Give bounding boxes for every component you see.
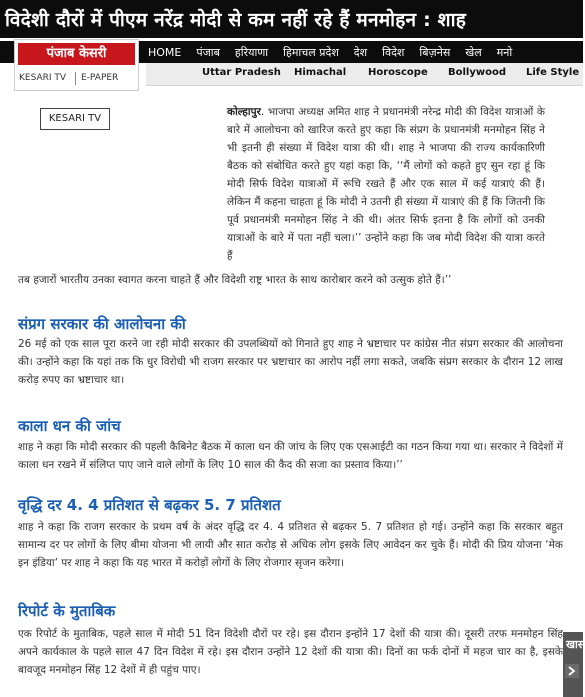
headline-bar	[0, 0, 583, 38]
sub-nav	[146, 63, 583, 86]
subnav-himachal[interactable]: Himachal	[294, 67, 347, 78]
logo[interactable]	[14, 39, 139, 91]
section-body: एक रिपोर्ट के मुताबिक, पहले साल में मोदी 51 दिन विदेशी दौरों पर रहे। इस दौरान इन्होंने 17 देशों की यात्रा की। दूसरी तरफ मनमोहन सिंह अपने कार्यकाल के पहले साल 47 दिन विदेश में रहे। इस दौरान उन्होंने 12 देशों की यात्रा की। दिनों का फर्क दोनों में महज चार का है, इसके बावजूद मनमोहन सिंह 12 देशों में ही पहुंच पाए।	[18, 628, 563, 676]
chevron-icon[interactable]	[565, 664, 579, 678]
subnav-horoscope[interactable]: Horoscope	[368, 67, 428, 78]
nav-business[interactable]: बिज़नेस	[419, 45, 451, 59]
nav-mano[interactable]: मनो	[496, 45, 513, 59]
nav-items	[148, 41, 527, 63]
section-heading: रिपोर्ट के मुताबिक	[18, 602, 116, 620]
nav-haryana[interactable]: हरियाणा	[234, 45, 269, 59]
subnav-bollywood[interactable]: Bollywood	[448, 67, 507, 78]
nav-videsh[interactable]: विदेश	[382, 45, 405, 59]
section-body: शाह ने कहा कि मोदी सरकार की पहली कैबिनेट बैठक में काला धन की जांच के लिए एक एसआईटी का गठन किया गया था। सरकार ने विदेशों में काला धन रखने में संलिप्त पाए जाने वाले लोगों के लिए 10 साल की कैद की सजा का प्रस्ताव किया।’’	[18, 441, 563, 471]
subnav-uttar-pradesh[interactable]: Uttar Pradesh	[202, 67, 281, 78]
divider	[75, 72, 76, 85]
lead-text: . भाजपा अध्यक्ष अमित शाह ने प्रधानमंत्री नरेन्द्र मोदी की विदेश यात्राओं के बारे में आलोचना को खारिज करते हुए कहा कि संप्रग के प्रधानमंत्री मनमोहन सिंह ने भी इतनी ही संख्या में विदेश यात्रा की थी। शाह ने भाजपा की राज्य कार्यकारिणी बैठक को संबोधित करते हुए यहां कहा कि, ‘‘मैं लोगों को कहते हुए सुन रहा हूं कि मोदी सिर्फ विदेश यात्राओं में रूचि रखते हैं और एक साल में कई यात्राएं की हैं। लेकिन मैं कहना चाहता हूं कि मोदी ने उतनी ही संख्या में यात्राएं की हैं कि जितनी कि पूर्व प्रधानमंत्री मनमोहन सिंह ने की थी। अंतर सिर्फ इतना है कि लोगों को उनकी यात्राओं के बारे में पता नहीं चला।’’ उन्होंने कहा कि जब मोदी विदेश की यात्रा करते हैं	[227, 106, 545, 262]
section-heading: संप्रग सरकार की आलोचना की	[18, 315, 186, 333]
headline: विदेशी दौरों में पीएम नरेंद्र मोदी से कम नहीं रहे हैं मनमोहन : शाह	[5, 9, 467, 31]
section-heading: वृद्धि दर 4. 4 प्रतिशत से बढ़कर 5. 7 प्रतिशत	[18, 496, 281, 514]
article-lead	[227, 103, 545, 265]
logo-links	[15, 70, 138, 88]
logo-link-tv[interactable]: KESARI TV	[19, 73, 67, 83]
logo-title: पंजाब केसरी	[18, 43, 135, 65]
section-body: शाह ने कहा कि राजग सरकार के प्रथम वर्ष के अंदर वृद्धि दर 4. 4 प्रतिशत से बढ़कर 5. 7 प्रतिशत हो गई। उन्होंने कहा कि सरकार बहुत सामान्य दर पर लोगों के लिए बीमा योजना भी लायी और सात करोड़ से अधिक लोग इसके लिए आवेदन कर चुके हैं। मोदी की प्रिय योजना ‘मेक इन इंडिया’ पर शाह ने कहा कि यह भारत में करोड़ों लोगों के लिए रोजगार सृजन करेगा।	[18, 521, 563, 569]
nav-desh[interactable]: देश	[353, 45, 368, 59]
nav-khel[interactable]: खेल	[465, 45, 482, 59]
subnav-lifestyle[interactable]: Life Style	[526, 67, 580, 78]
nav-himachal[interactable]: हिमाचल प्रदेश	[283, 45, 339, 59]
section-body: 26 मई को एक साल पूरा करने जा रही मोदी सरकार की उपलब्धियों को गिनाते हुए शाह ने भ्रष्टाचार पर कांग्रेस नीत संप्रग सरकार की आलोचना की। उन्होंने कहा कि यहां तक कि धुर विरोधी भी राजग सरकार पर भ्रष्टाचार का आरोप नहीं लगा सकते, जबकि संप्रग सरकार के दौरान 12 लाख करोड़ रुपए का भ्रष्टाचार था।	[18, 338, 563, 386]
logo-link-epaper[interactable]: E-PAPER	[81, 73, 119, 83]
lead-place: कोल्हापुर	[227, 106, 261, 118]
article-lead-tail: तब हजारों भारतीय उनका स्वागत करना चाहते हैं और विदेशी राष्ट्र भारत के साथ कारोबार करने को उत्सुक होते हैं।’’	[18, 274, 452, 286]
nav-punjab[interactable]: पंजाब	[196, 45, 220, 59]
nav-home[interactable]: HOME	[148, 45, 182, 59]
side-tab-label: खास	[566, 638, 585, 651]
kesari-tv-button[interactable]: KESARI TV	[40, 108, 110, 130]
section-heading: काला धन की जांच	[18, 417, 121, 435]
